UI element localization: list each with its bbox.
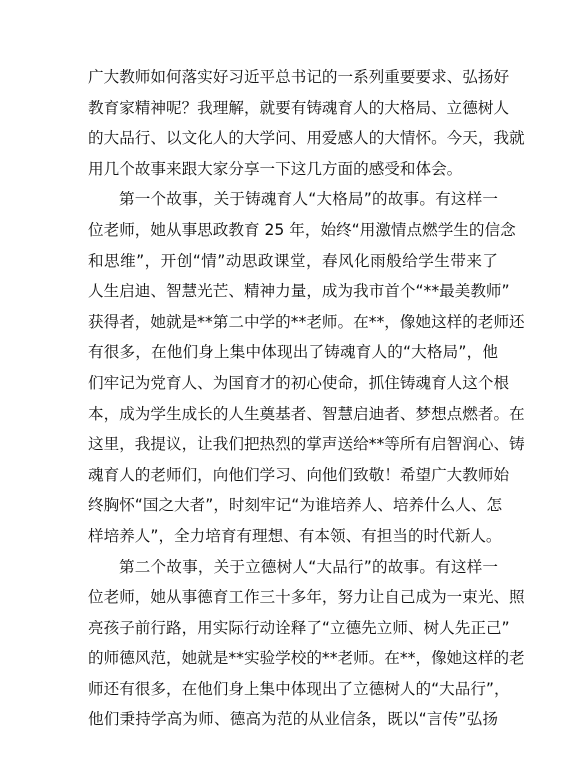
paragraph-1-line-2: 教育家精神呢？我理解，就要有铸魂育人的大格局、立德树人 — [88, 98, 510, 117]
paragraph-1-line-1: 广大教师如何落实好习近平总书记的一系列重要要求、弘扬好 — [88, 68, 510, 86]
paragraph-3-line-2: 位老师，她从事德育工作三十多年，努力让自己成为一束光、照 — [88, 588, 525, 607]
paragraph-2-line-10: 魂育人的老师们，向他们学习、向他们致敬！希望广大教师始 — [88, 465, 510, 484]
paragraph-1-line-4: 用几个故事来跟大家分享一下这几方面的感受和体会。 — [88, 159, 463, 178]
paragraph-3-line-5: 师还有很多，在他们身上集中体现出了立德树人的“大品行”， — [88, 679, 510, 698]
paragraph-2-line-9: 这里，我提议，让我们把热烈的掌声送给**等所有启智润心、铸 — [88, 435, 525, 454]
paragraph-2-line-11: 终胸怀“国之大者”，时刻牢记“为谁培养人、培养什么人、怎 — [88, 496, 503, 515]
paragraph-3-line-6: 他们秉持学高为师、德高为范的从业信条，既以“言传”弘扬 — [88, 710, 498, 729]
paragraph-3-line-4: 的师德风范，她就是**实验学校的**老师。在**，像她这样的老 — [88, 649, 525, 668]
paragraph-2-line-4: 人生启迪、智慧光芒、精神力量，成为我市首个“**最美教师” — [88, 282, 510, 301]
paragraph-2-line-6: 有很多，在他们身上集中体现出了铸魂育人的“大格局”，他 — [88, 343, 498, 362]
paragraph-2-line-1: 第一个故事，关于铸魂育人“大格局”的故事。有这样一 — [119, 190, 498, 209]
document-body — [88, 62, 525, 735]
paragraph-3-line-3: 亮孩子前行路，用实际行动诠释了“立德先立师、树人先正己” — [88, 618, 510, 637]
paragraph-2-line-8: 本，成为学生成长的人生奠基者、智慧启迪者、梦想点燃者。在 — [88, 404, 525, 423]
paragraph-2-line-7: 们牢记为党育人、为国育才的初心使命，抓住铸魂育人这个根 — [88, 373, 510, 392]
paragraph-3-line-1: 第二个故事，关于立德树人“大品行”的故事。有这样一 — [119, 557, 498, 576]
paragraph-2-line-12: 样培养人”，全力培育有理想、有本领、有担当的时代新人。 — [88, 526, 502, 545]
paragraph-2-line-2: 位老师，她从事思政教育 25 年，始终“用激情点燃学生的信念 — [88, 220, 516, 239]
paragraph-2-line-3: 和思维”，开创“情”动思政课堂，春风化雨般给学生带来了 — [88, 251, 498, 270]
paragraph-2-line-5: 获得者，她就是**第二中学的**老师。在**，像她这样的老师还 — [88, 312, 525, 331]
paragraph-1-line-3: 的大品行、以文化人的大学问、用爱感人的大情怀。今天，我就 — [88, 129, 525, 148]
